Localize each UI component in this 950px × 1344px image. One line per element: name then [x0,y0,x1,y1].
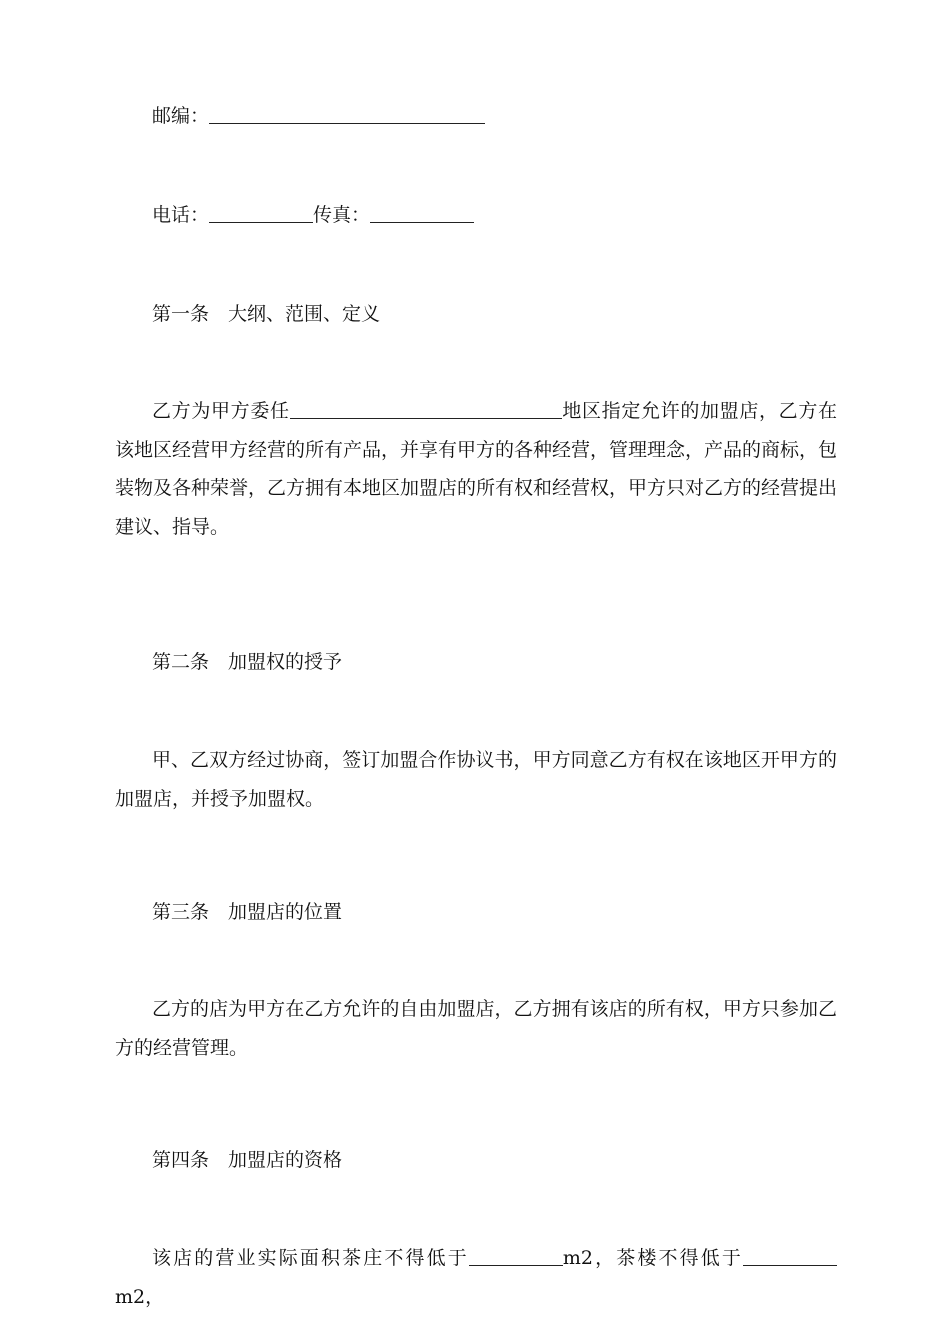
article-3-body: 乙方的店为甲方在乙方允许的自由加盟店，乙方拥有该店的所有权，甲方只参加乙方的经营管理。 [115,998,837,1059]
article-1-text-before: 乙方为甲方委任 [152,400,290,422]
fax-label: 传真： [313,204,371,226]
tea-shop-area-blank[interactable] [469,1247,563,1266]
article-4-text: 该店的营业实际面积茶庄不得低于 [152,1247,469,1269]
article-3-heading: 第三条 加盟店的位置 [152,901,343,923]
article-4-heading: 第四条 加盟店的资格 [152,1149,343,1171]
postcode-label: 邮编： [152,105,210,127]
phone-label: 电话： [152,204,210,226]
fax-blank[interactable] [370,204,474,223]
article-4-body [115,1239,837,1316]
postcode-line [152,104,872,128]
article-2-heading: 第二条 加盟权的授予 [152,651,343,673]
article-4-unit2: m2， [115,1285,165,1308]
article-1-heading: 第一条 大纲、范围、定义 [152,303,381,325]
phone-fax-line [152,203,872,227]
article-1-text-after: 地区指定允许的加盟店，乙方在该地区经营甲方经营的所有产品，并享有甲方的各种经营，管理理念，产品的商标，包装物及各种荣誉，乙方拥有本地区加盟店的所有权和经营权，甲方只对乙方的经营提出建议、指导。 [115,400,838,538]
article-2-body: 甲、乙双方经过协商，签订加盟合作协议书，甲方同意乙方有权在该地区开甲方的加盟店，并授予加盟权。 [115,749,837,810]
teahouse-area-blank[interactable] [743,1247,837,1266]
article-4-unit1: m2，茶楼不得低于 [562,1247,743,1269]
region-blank[interactable] [290,400,562,419]
article-1-body [115,392,837,546]
phone-blank[interactable] [209,204,313,223]
postcode-blank[interactable] [209,105,485,124]
